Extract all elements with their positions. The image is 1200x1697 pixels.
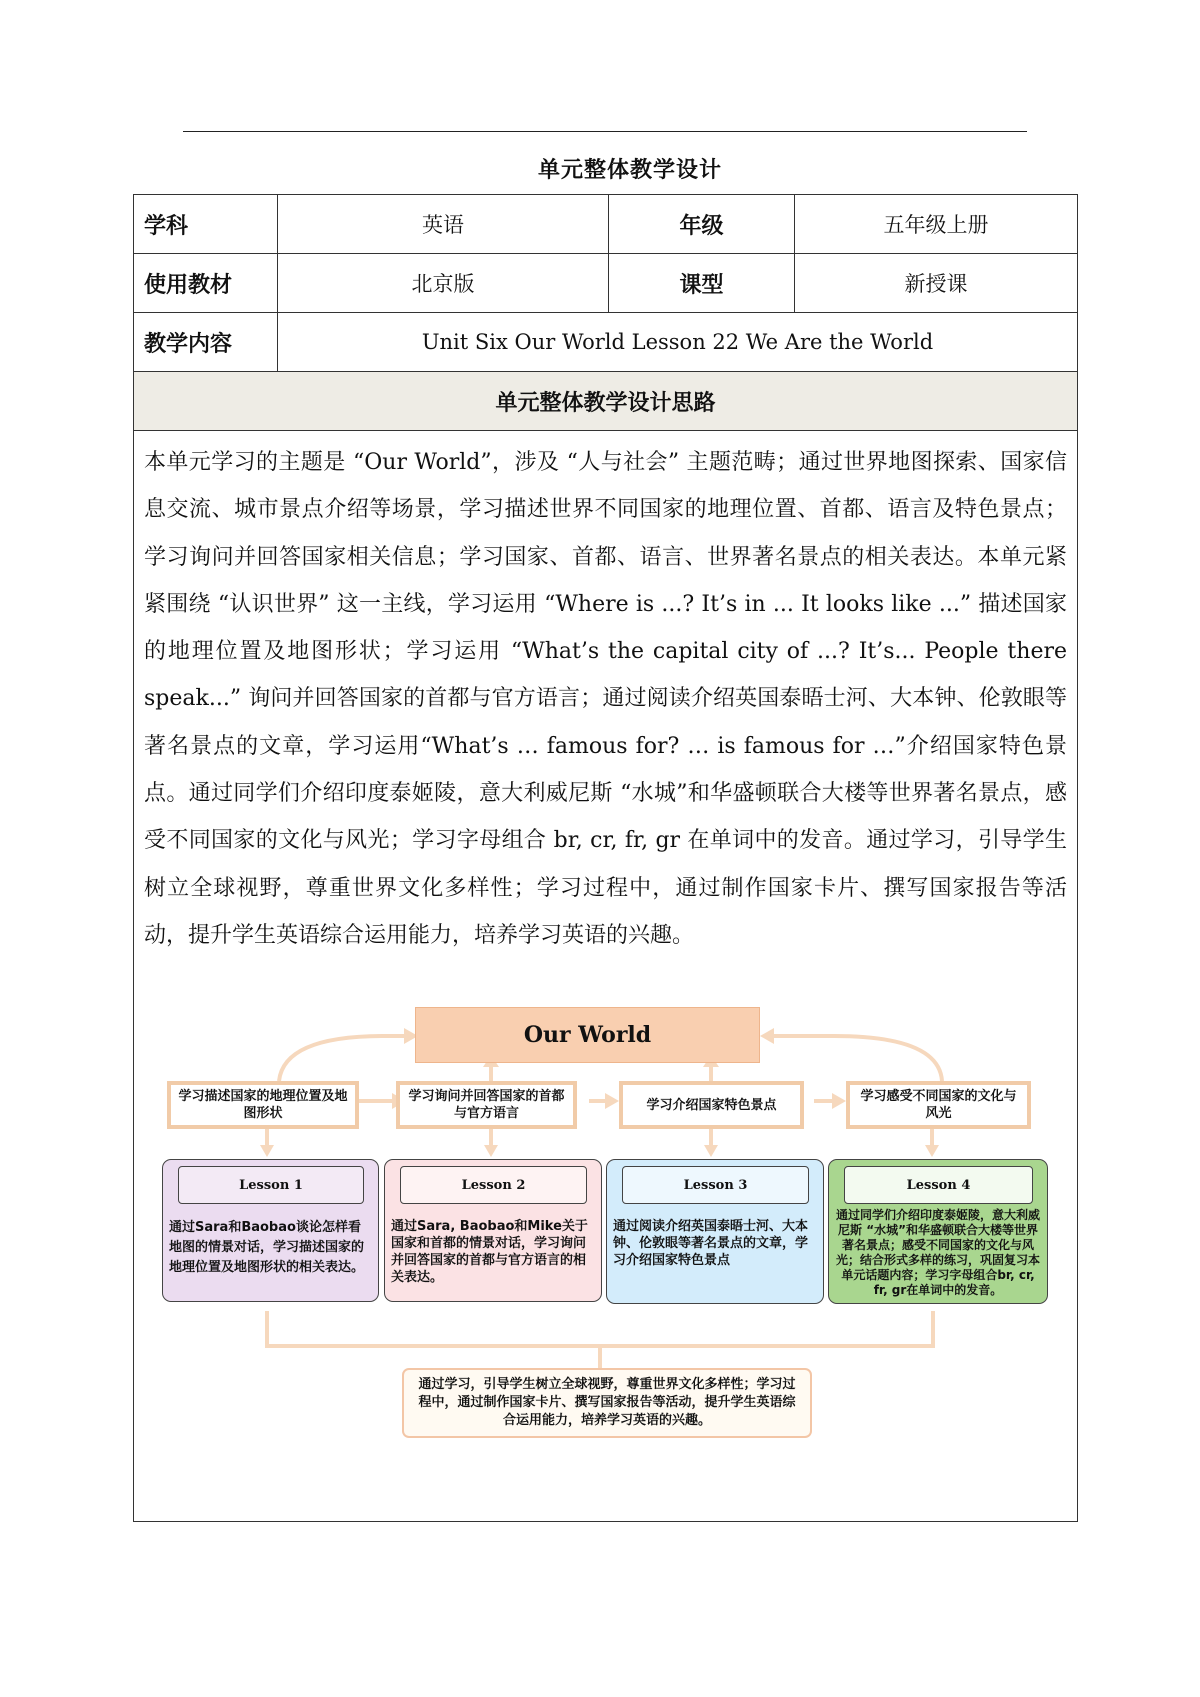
arrow-head — [832, 1093, 846, 1109]
lesson-text: 通过Sara, Baobao和Mike关于国家和首都的情景对话，学习询问并回答国家的首都与官方语言的相关表达。 — [391, 1219, 588, 1286]
design-table — [133, 194, 1078, 1522]
lesson-card-3 — [606, 1159, 824, 1304]
arrow-head — [484, 1145, 498, 1157]
subject-label: 学科 — [134, 195, 278, 254]
lesson-title: Lesson 1 — [178, 1166, 364, 1204]
arrow-head — [925, 1145, 939, 1157]
section-heading: 单元整体教学设计思路 — [134, 372, 1078, 431]
lesson-type-label: 课型 — [609, 254, 795, 313]
lesson-type-value: 新授课 — [795, 254, 1078, 313]
lesson-text: 通过Sara和Baobao谈论怎样看地图的情景对话，学习描述国家的地理位置及地图形状的相关表达。 — [169, 1220, 365, 1276]
grade-label: 年级 — [609, 195, 795, 254]
content-value: Unit Six Our World Lesson 22 We Are the World — [278, 313, 1078, 372]
arrow-head — [760, 1028, 774, 1044]
subject-value: 英语 — [278, 195, 609, 254]
curve-arrow-left — [279, 1036, 404, 1081]
header-rule — [183, 131, 1027, 132]
design-body-cell — [134, 431, 1078, 1522]
lesson-title: Lesson 2 — [400, 1166, 587, 1204]
lesson-card-2 — [384, 1159, 602, 1302]
arrow-head — [605, 1093, 619, 1109]
table-row — [134, 313, 1078, 372]
table-row — [134, 254, 1078, 313]
objective-box-1: 学习描述国家的地理位置及地图形状 — [167, 1081, 359, 1129]
lesson-title: Lesson 4 — [844, 1166, 1033, 1204]
objective-box-4: 学习感受不同国家的文化与风光 — [846, 1081, 1031, 1129]
lesson-card-4 — [828, 1159, 1048, 1304]
lesson-card-1 — [162, 1159, 379, 1302]
textbook-label: 使用教材 — [134, 254, 278, 313]
content-label: 教学内容 — [134, 313, 278, 372]
curve-arrow-right — [774, 1036, 942, 1081]
arrow-head — [260, 1145, 274, 1157]
table-row — [134, 431, 1078, 1522]
objective-box-2: 学习询问并回答国家的首都与官方语言 — [396, 1081, 577, 1129]
arrow-head — [704, 1145, 718, 1157]
grade-value: 五年级上册 — [795, 195, 1078, 254]
document-title: 单元整体教学设计 — [537, 158, 722, 183]
objective-box-3: 学习介绍国家特色景点 — [619, 1081, 804, 1129]
summary-box: 通过学习，引导学生树立全球视野，尊重世界文化多样性；学习过程中，通过制作国家卡片、撰写国家报告等活动，提升学生英语综合运用能力，培养学习英语的兴趣。 — [402, 1368, 812, 1438]
table-row — [134, 195, 1078, 254]
lesson-text: 通过阅读介绍英国泰晤士河、大本钟、伦敦眼等著名景点的文章，学习介绍国家特色景点 — [613, 1219, 809, 1269]
table-row — [134, 372, 1078, 431]
unit-diagram — [134, 981, 1078, 1521]
bracket-line — [267, 1311, 933, 1346]
textbook-value: 北京版 — [278, 254, 609, 313]
lesson-text: 通过同学们介绍印度泰姬陵，意大利威尼斯 “水城”和华盛顿联合大楼等世界著名景点；感受不同国家的文化与风光；结合形式多样的练习，巩固复习本单元话题内容；学习字母组合br, cr, fr, gr在单词中的发音。 — [835, 1208, 1040, 1298]
center-topic-box: Our World — [415, 1007, 760, 1063]
lesson-title: Lesson 3 — [622, 1166, 809, 1204]
design-paragraph: 本单元学习的主题是 “Our World”，涉及 “人与社会” 主题范畴；通过世界地图探索、国家信息交流、城市景点介绍等场景，学习描述世界不同国家的地理位置、首都、语言及特色景点；学习询问并回答国家相关信息；学习国家、首都、语言、世界著名景点的相关表达。本单元紧紧围绕 “认识世界” 这一主线，学习运用 “Where is ...? It’s in ... It looks like ...” 描述国家的地理位置及地图形状；学习运用 “What’s the capital city of ...? It’s... People there speak...” 询问并回答国家的首都与官方语言；通过阅读介绍英国泰晤士河、大本钟、伦敦眼等著名景点的文章，学习运用“What’s … famous for? … is famous for …”介绍国家特色景点。通过同学们介绍印度泰姬陵，意大利威尼斯 “水城”和华盛顿联合大楼等世界著名景点，感受不同国家的文化与风光；学习字母组合 br, cr, fr, gr 在单词中的发音。通过学习，引导学生树立全球视野，尊重世界文化多样性；学习过程中，通过制作国家卡片、撰写国家报告等活动，提升学生英语综合运用能力，培养学习英语的兴趣。 — [144, 450, 1067, 948]
